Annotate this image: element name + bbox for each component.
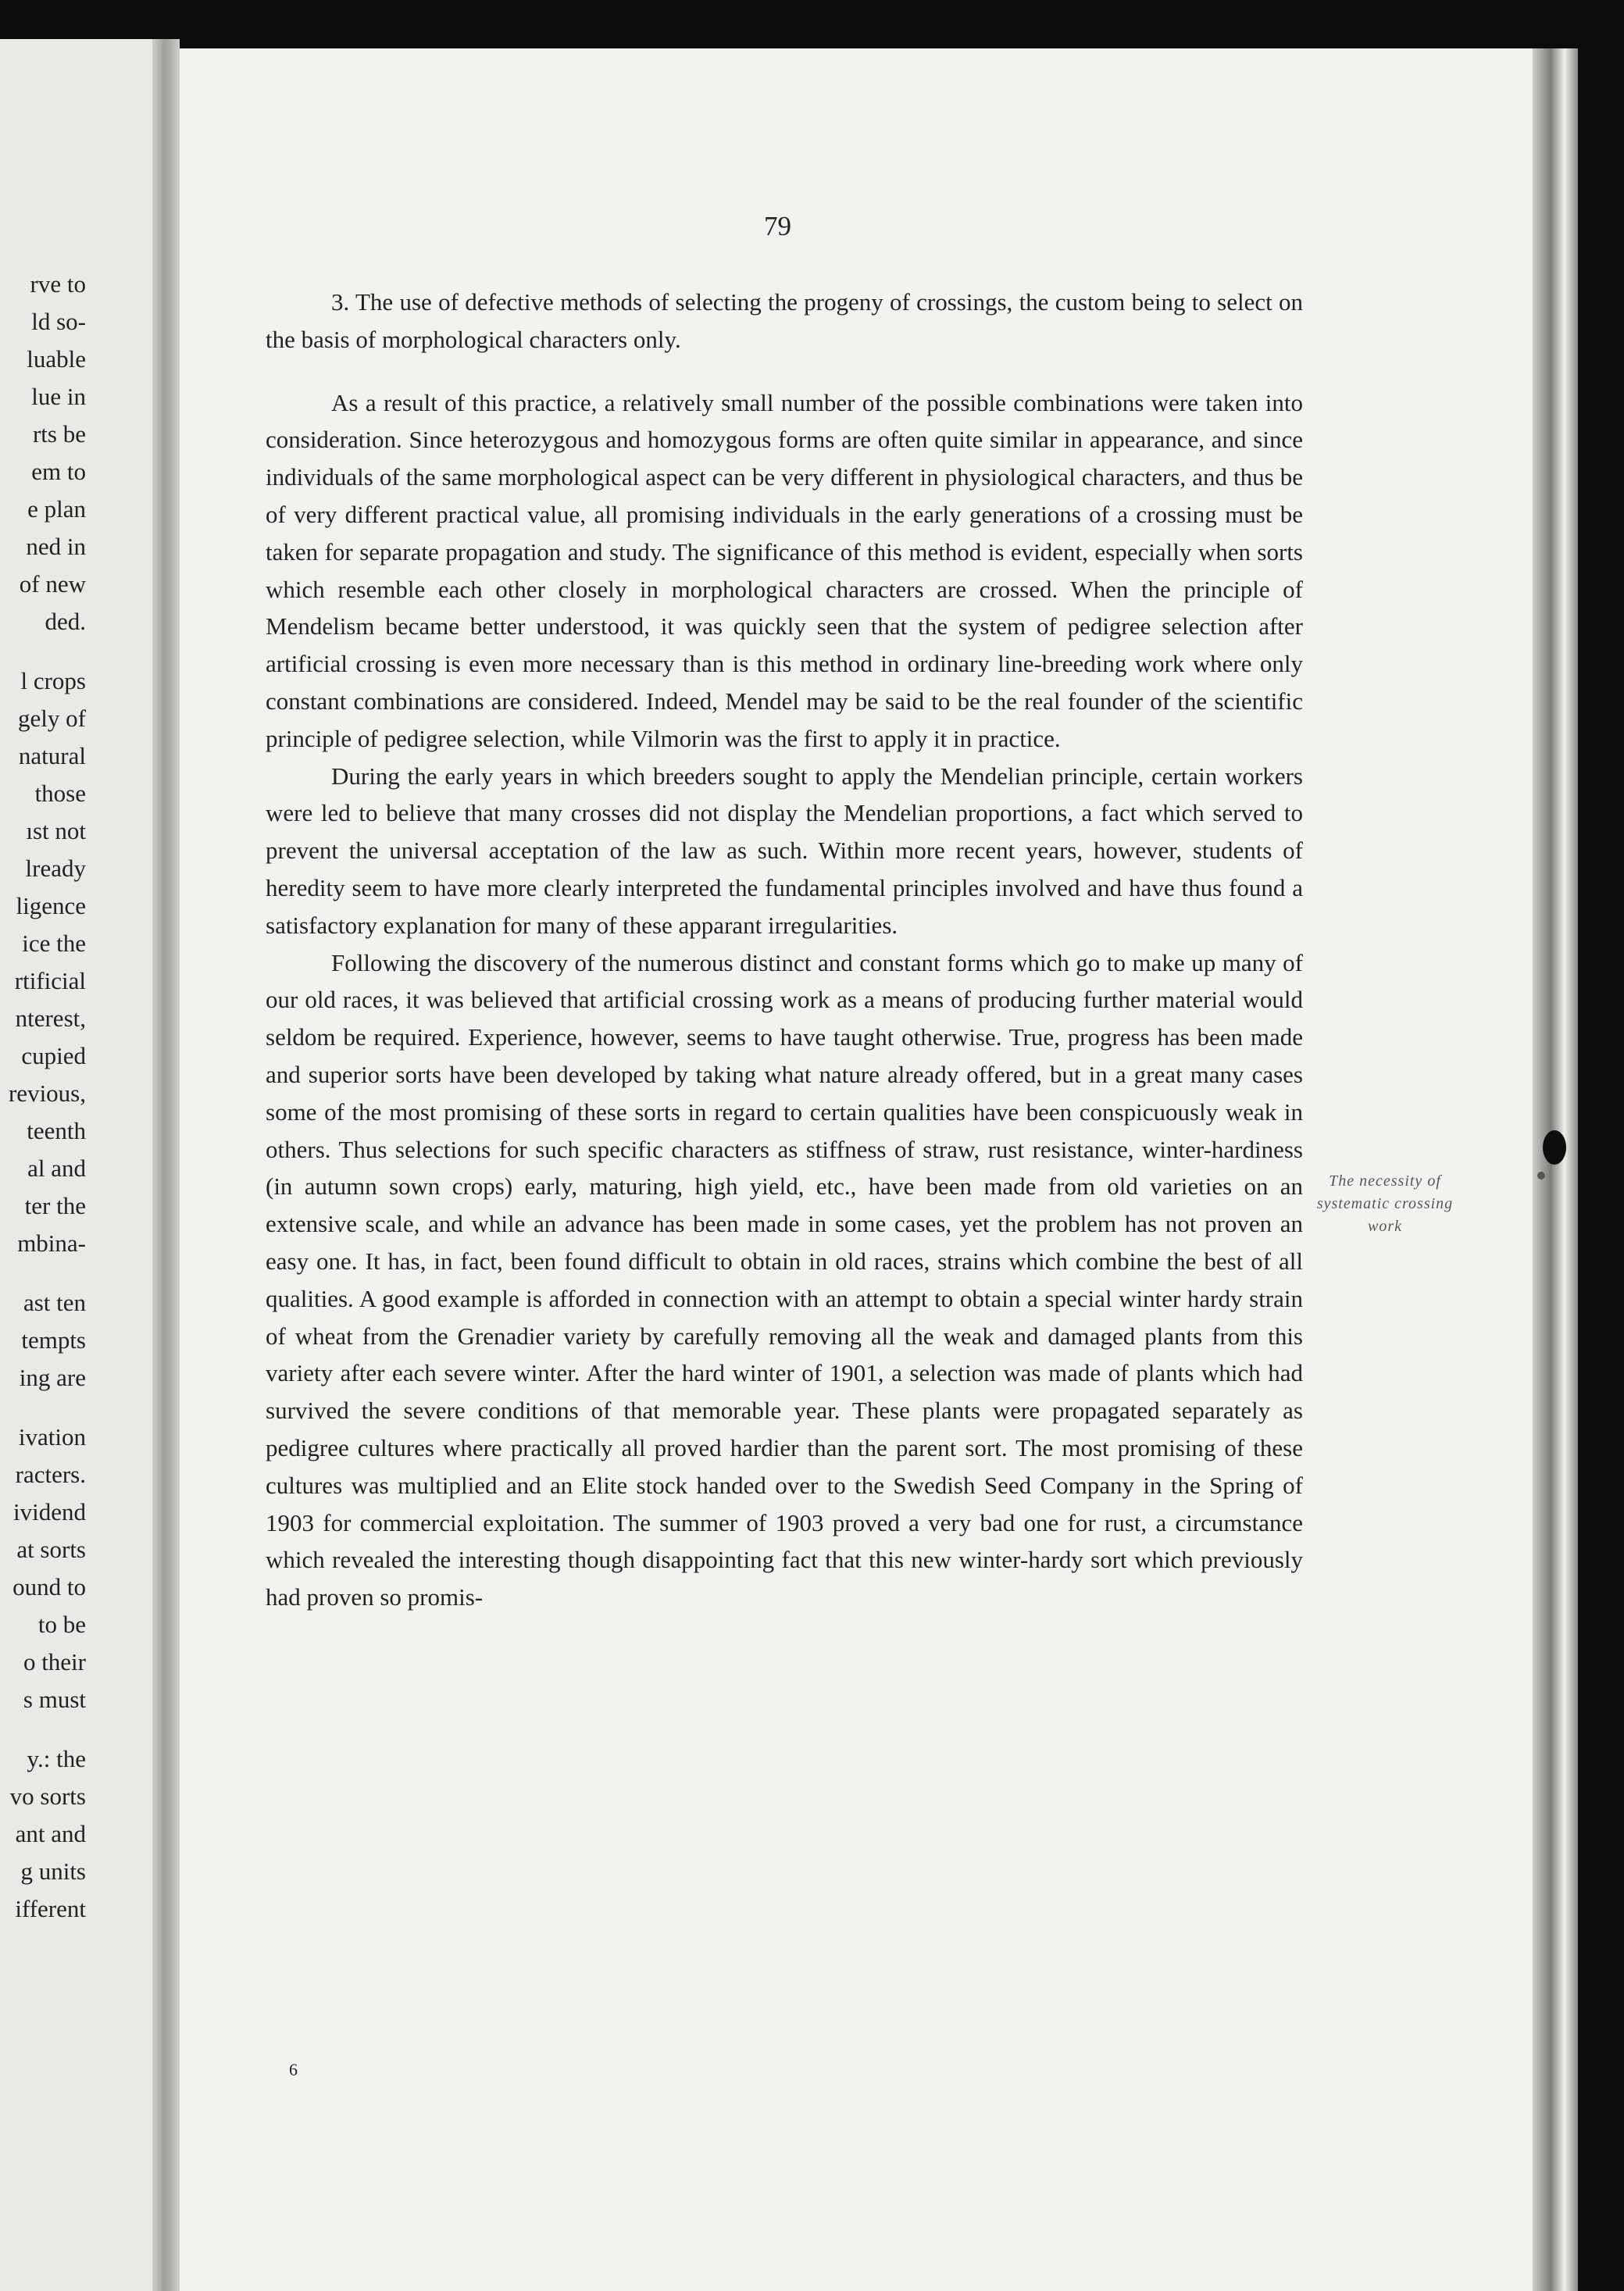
left-page-line: at sorts — [16, 1536, 86, 1563]
signature-mark: 6 — [289, 2060, 298, 2079]
left-page-line: rts be — [32, 420, 86, 448]
left-page-line: ant and — [15, 1820, 86, 1847]
paragraph-2: As a result of this practice, a relatively small number of the possible combinations were taken into consideration. Since heterozygous and homozygous forms are often quite similar in appearance, and since individuals of the same morphological aspect can be very different in physiological characters, and thus be of very different practical value, all promising individuals in the early generations of a crossing must be taken for separate propagation and study. The significance of this method is evident, especially when sorts which resemble each other closely in morphological characters are crossed. When the principle of Mendelism became better understood, it was quickly seen that the system of pedigree selection after artificial crossing is even more necessary than is this method in ordinary line-breeding work where only constant combinations are considered. Indeed, Mendel may be said to be the real founder of the scientific principle of pedigree selection, while Vilmorin was the first to apply it in practice. — [266, 388, 1303, 752]
body-text — [266, 284, 1303, 2080]
left-page-line: of new — [19, 570, 86, 598]
left-page-line: ter the — [24, 1192, 86, 1219]
left-page-line: s must — [23, 1686, 86, 1713]
binding-hole — [1543, 1130, 1566, 1165]
left-page-line: luable — [27, 345, 86, 373]
left-page-line: lue in — [31, 383, 86, 410]
left-page-line: ivation — [18, 1423, 86, 1451]
left-page-line: e plan — [27, 495, 86, 523]
left-page-line: rve to — [30, 270, 86, 298]
left-page-line: those — [34, 780, 86, 807]
left-page-line: g units — [20, 1857, 86, 1885]
left-page-line: ice the — [22, 930, 86, 957]
margin-note: The necessity of systematic crossing work — [1316, 1172, 1454, 1235]
left-page-line: al and — [27, 1154, 86, 1182]
left-page-line: natural — [18, 742, 86, 769]
left-page-line: ld so- — [31, 308, 86, 335]
left-page-line: cupied — [21, 1042, 86, 1069]
left-page-line: ast ten — [23, 1289, 86, 1316]
page-number: 79 — [764, 211, 791, 241]
left-page-line: ded. — [45, 608, 86, 635]
left-page-line: rtificial — [14, 967, 86, 994]
paragraph-4: Following the discovery of the numerous distinct and constant forms which go to make up many of our old races, it was believed that artificial crossing work as a means of producing further material would seldom be required. Experience, however, seems to have taught otherwise. True, progress has been made and superior sorts have been developed by taking what nature already offered, but in a great many cases some of the most promising of these sorts in regard to certain qualities have been conspicuously weak in others. Thus selections for such specific characters as stiffness of straw, rust resistance, winter-hardiness (in autumn sown crops) early, maturing, high yield, etc., have been made from old varieties on an extensive scale, and while an advance has been made in some cases, yet the problem has not proven an easy one. It has, in fact, been found difficult to obtain in old races, strains which combine the best of all qualities. A good example is afforded in connection with an attempt to obtain a special winter hardy strain of wheat from the Grenadier variety by carefully removing all the weak and damaged plants from this variety after each severe winter. After the hard winter of 1901, a selection was made of plants which had survived the severe conditions of that memorable year. These plants were propagated separately as pedigree cultures where practically all proved hardier than the parent sort. The most promising of these cultures was multiplied and an Elite stock handed over to the Swedish Seed Company in the Spring of 1903 for commercial exploitation. The summer of 1903 proved a very bad one for rust, a circumstance which revealed the interesting though disappointing fact that this new winter-hardy sort which previously had proven so promis- — [266, 948, 1303, 1611]
left-page-line: ned in — [26, 533, 86, 560]
left-page-line: y.: the — [27, 1745, 86, 1772]
left-page — [0, 39, 168, 2291]
left-page-line: racters. — [15, 1461, 86, 1488]
left-page-line: teenth — [27, 1117, 86, 1144]
paragraph-3: During the early years in which breeders sought to apply the Mendelian principle, certain workers were led to believe that many crosses did not display the Mendelian proportions, a fact which served to prevent the universal acceptation of the law as such. Within more recent years, however, students of heredity seem to have more clearly interpreted the fundamental principles involved and have thus found a satisfactory explanation for many of these apparant irregularities. — [266, 762, 1303, 939]
scan-blemish — [1537, 1172, 1545, 1179]
left-page-line: em to — [31, 458, 86, 485]
left-page-line: lready — [25, 855, 86, 882]
left-page-line: tempts — [21, 1326, 86, 1354]
left-page-line: ound to — [12, 1573, 86, 1600]
book-gutter — [152, 39, 180, 2291]
left-page-line: o their — [23, 1648, 86, 1675]
left-page-line: vo sorts — [9, 1782, 86, 1810]
left-page-line: mbina- — [17, 1229, 86, 1257]
page-edge — [1533, 48, 1578, 2291]
left-page-line: ividend — [13, 1498, 86, 1526]
left-page-line: ıst not — [26, 817, 86, 844]
left-page-line: l crops — [20, 667, 86, 694]
left-page-line: to be — [37, 1611, 86, 1638]
left-page-line: ligence — [16, 892, 86, 919]
left-page-line: ing are — [19, 1364, 86, 1391]
left-page-line: nterest, — [15, 1005, 86, 1032]
left-page-line: revious, — [8, 1079, 86, 1107]
paragraph-1: 3. The use of defective methods of selecting the progeny of crossings, the custom being to select on the basis of morphological characters only. — [266, 288, 1303, 353]
left-page-line: gely of — [18, 705, 86, 732]
left-page-line: ifferent — [15, 1895, 86, 1922]
